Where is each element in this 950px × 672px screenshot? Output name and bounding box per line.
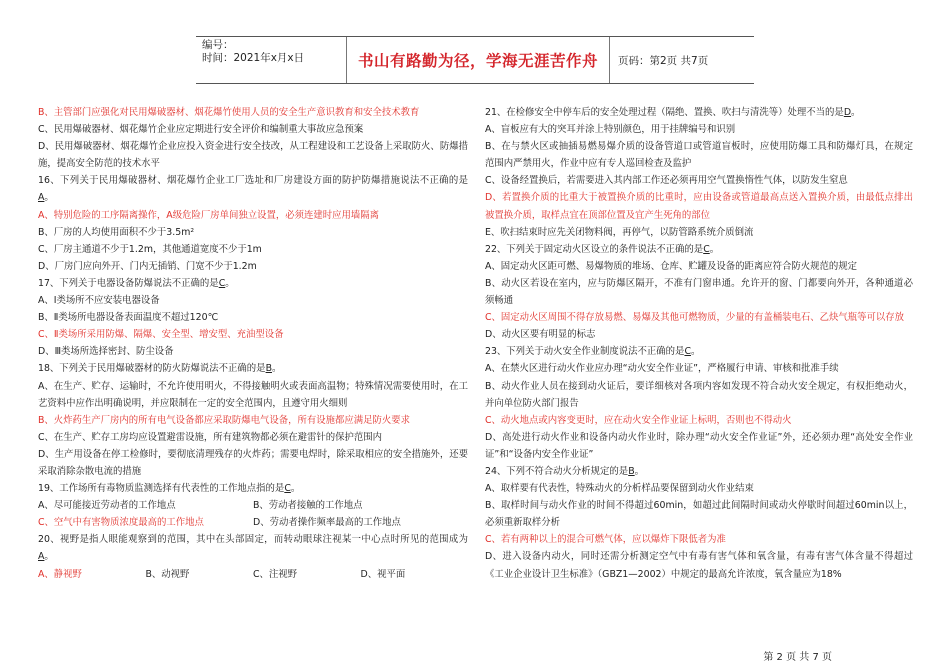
q15-option-b: B、主管部门应强化对民用爆破器材、烟花爆竹使用人员的安全生产意识教育和安全技术教育 bbox=[38, 107, 420, 118]
q21-option-b: B、在与禁火区或抽插易燃易爆介质的设备管道口或管道盲板时，应使用防爆工具和防爆灯具，在规定范围内严禁用火，作业中应有专人巡回检查及监护 bbox=[485, 141, 913, 170]
q18-answer: B bbox=[265, 363, 272, 375]
right-column bbox=[485, 104, 913, 583]
q18-option-b: B、火炸药生产厂房内的所有电气设备都应采取防爆电气设备，所有设施都应满足防火要求 bbox=[38, 414, 411, 426]
q20-option-b: B、动视野 bbox=[145, 568, 190, 580]
q24-option-c: C、若有两种以上的混合可燃气体，应以爆炸下限低者为准 bbox=[485, 534, 726, 546]
q21-stem bbox=[485, 104, 913, 121]
q20-stem bbox=[38, 531, 468, 565]
header-page bbox=[610, 37, 754, 83]
q24-stem-text: 24、下列不符合动火分析规定的是 bbox=[485, 465, 629, 477]
q21-option-a: A、盲板应有大的突耳并涂上特别颜色，用于挂牌编号和识别 bbox=[485, 124, 736, 136]
q23-stem bbox=[485, 343, 913, 360]
header-info bbox=[196, 37, 347, 83]
q18-stem bbox=[38, 360, 468, 377]
q16-option-b: B、厂房的人均使用面积不少于3.5m² bbox=[38, 226, 195, 238]
q22-option-b: B、动火区若设在室内，应与防爆区隔开，不准有门窗串通。允许开的窗、门都要向外开，各种通道必须畅通 bbox=[485, 277, 913, 307]
q19-stem bbox=[38, 480, 468, 497]
q19-option-d: D、劳动者操作频率最高的工作地点 bbox=[253, 517, 401, 529]
q16-end: 。 bbox=[44, 192, 54, 204]
q24-end: 。 bbox=[634, 465, 645, 477]
q17-option-c: C、Ⅱ类场所采用防爆、隔爆、安全型、增安型、充油型设备 bbox=[38, 329, 284, 341]
q24-option-a: A、取样要有代表性，特殊动火的分析样品要保留到动火作业结束 bbox=[485, 483, 754, 495]
code-label: 编号： bbox=[202, 39, 234, 51]
q21-stem-text: 21、在检修安全中停车后的安全处理过程（隔绝、置换、吹扫与清洗等）处理不当的是 bbox=[485, 107, 844, 118]
q16-option-c: C、厂房主通道不少于1.2m，其他通道宽度不少于1m bbox=[38, 243, 262, 255]
q24-answer: B bbox=[628, 465, 635, 477]
q24-option-d: D、进入设备内动火，同时还需分析测定空气中有毒有害气体和氧含量，有毒有害气体含量不得超过《工业企业设计卫生标准》（GBZ1—2002）中规定的最高允许浓度，氧含量应为18% bbox=[485, 551, 913, 580]
q18-option-a: A、在生产、贮存、运输时，不允许使用明火，不得接触明火或表面高温物；特殊情况需要使用时，在工艺资料中应作出明确说明，并应限制在一定的安全范围内，且遵守用火细则 bbox=[38, 380, 468, 409]
page-footer bbox=[763, 648, 832, 663]
q19-options-row1 bbox=[38, 497, 468, 514]
q18-stem-text: 18、下列关于民用爆破器材的防火防爆说法不正确的是 bbox=[38, 363, 266, 375]
q22-option-a: A、固定动火区距可燃、易爆物质的堆场、仓库、贮罐及设备的距离应符合防火规范的规定 bbox=[485, 260, 858, 272]
q22-option-c: C、固定动火区周围不得存放易燃、易爆及其他可燃物质，少量的有盖桶装电石、乙炔气瓶等可以存放 bbox=[485, 312, 905, 324]
q20-option-a: A、静视野 bbox=[38, 568, 82, 580]
q23-option-c: C、动火地点或内容变更时，应在动火安全作业证上标明，否则也不得动火 bbox=[485, 414, 792, 426]
footer-page-number: 第 2 页 共 7 页 bbox=[763, 652, 832, 663]
q15-option-c: C、民用爆破器材、烟花爆竹企业应定期进行安全评价和编制重大事故应急预案 bbox=[38, 124, 364, 136]
q16-stem bbox=[38, 172, 468, 206]
left-column bbox=[38, 104, 468, 583]
q19-stem-text: 19、工作场所有毒物质监测选择有代表性的工作地点指的是 bbox=[38, 483, 285, 495]
q23-stem-text: 23、下列关于动火安全作业制度说法不正确的是 bbox=[485, 346, 685, 358]
page-header bbox=[196, 36, 754, 84]
q20-end: 。 bbox=[44, 551, 54, 563]
q21-option-d: D、若置换介质的比重大于被置换介质的比重时，应由设备或管道最高点送入置换介质，由最低点排出被置换介质，取样点宜在顶部位置及宜产生死角的部位 bbox=[485, 192, 913, 221]
q20-option-d: D、视平面 bbox=[360, 568, 406, 580]
q20-stem-text: 20、视野是指人眼能观察到的范围，其中在头部固定，而转动眼球注视某一中心点时所见的范围成为 bbox=[38, 534, 468, 546]
q17-stem bbox=[38, 275, 468, 292]
q19-option-c: C、空气中有害物质浓度最高的工作地点 bbox=[38, 517, 204, 529]
q17-option-a: A、Ⅰ类场所不应安装电器设备 bbox=[38, 295, 160, 307]
q22-stem bbox=[485, 241, 913, 258]
q19-end: 。 bbox=[290, 483, 301, 495]
q23-option-b: B、动火作业人员在接到动火证后，要详细核对各项内容如发现不符合动火安全规定，有权拒绝动火，并向单位防火部门报告 bbox=[485, 380, 913, 409]
page-label: 页码：第2页 共7页 bbox=[618, 54, 709, 67]
q19-option-a: A、尽可能接近劳动者的工作地点 bbox=[38, 500, 176, 512]
q22-stem-text: 22、下列关于固定动火区设立的条件说法不正确的是 bbox=[485, 243, 704, 255]
q16-answer: A bbox=[38, 192, 45, 204]
time-label: 时间：2021年x月x日 bbox=[202, 52, 305, 64]
q23-end: 。 bbox=[690, 346, 701, 358]
q24-option-b: B、取样时间与动火作业的时间不得超过60min，如超过此间隔时间或动火停歇时间超过60min以上，必须重新取样分析 bbox=[485, 500, 913, 529]
q18-option-d: D、生产用设备在停工检修时，要彻底清理残存的火炸药；需要电焊时，除采取相应的安全措施外，还要采取消除杂散电流的措施 bbox=[38, 448, 468, 477]
q21-option-c: C、设备经置换后，若需要进入其内部工作还必须再用空气置换惰性气体，以防发生窒息 bbox=[485, 175, 848, 187]
q17-stem-text: 17、下列关于电器设备防爆说法不正确的是 bbox=[38, 277, 219, 289]
q19-option-b: B、劳动者接触的工作地点 bbox=[253, 500, 363, 512]
q18-option-c: C、在生产、贮存工房均应设置避雷设施，所有建筑物都必须在避雷针的保护范围内 bbox=[38, 431, 383, 443]
q16-option-d: D、厂房门应向外开、门内无插销、门宽不少于1.2m bbox=[38, 260, 257, 272]
q23-option-d: D、高处进行动火作业和设备内动火作业时，除办理“动火安全作业证”外，还必须办理“高处安全作业证”和“设备内安全作业证” bbox=[485, 431, 913, 460]
q21-option-e: E、吹扫结束时应先关闭物料阀，再停气，以防管路系统介质倒流 bbox=[485, 226, 754, 238]
q20-answer: A bbox=[38, 551, 45, 563]
q22-end: 。 bbox=[709, 243, 720, 255]
q21-answer: D bbox=[843, 107, 852, 118]
q16-option-a: A、特别危险的工序隔离操作，A级危险厂房单间独立设置，必须连建时应用墙隔离 bbox=[38, 209, 379, 221]
motto-text: 书山有路勤为径，学海无涯苦作舟 bbox=[357, 51, 598, 70]
q16-stem-text: 16、下列关于民用爆破器材、烟花爆竹企业工厂选址和厂房建设方面的防护防爆措施说法不正确的是 bbox=[38, 175, 468, 187]
q17-end: 。 bbox=[225, 277, 235, 289]
q23-option-a: A、在禁火区进行动火作业应办理“动火安全作业证”，严格履行申请、审核和批准手续 bbox=[485, 363, 839, 375]
q22-answer: C bbox=[703, 243, 710, 255]
q21-end: 。 bbox=[851, 107, 861, 118]
q19-answer: C bbox=[284, 483, 291, 495]
q17-option-d: D、Ⅲ类场所选择密封、防尘设备 bbox=[38, 346, 174, 358]
q15-option-d: D、民用爆破器材、烟花爆竹企业应投入资金进行安全技改，从工程建设和工艺设备上采取防火、防爆措施，提高安全防范的技术水平 bbox=[38, 141, 468, 170]
q19-options-row2 bbox=[38, 514, 468, 531]
header-motto bbox=[347, 37, 610, 83]
q18-end: 。 bbox=[272, 363, 282, 375]
q20-options bbox=[38, 566, 468, 583]
q24-stem bbox=[485, 463, 913, 480]
q23-answer: C bbox=[684, 346, 691, 358]
q22-option-d: D、动火区要有明显的标志 bbox=[485, 329, 596, 341]
q17-answer: C bbox=[218, 277, 226, 289]
q17-option-b: B、Ⅱ类场所电器设备表面温度不超过120℃ bbox=[38, 312, 219, 324]
q20-option-c: C、注视野 bbox=[253, 568, 298, 580]
